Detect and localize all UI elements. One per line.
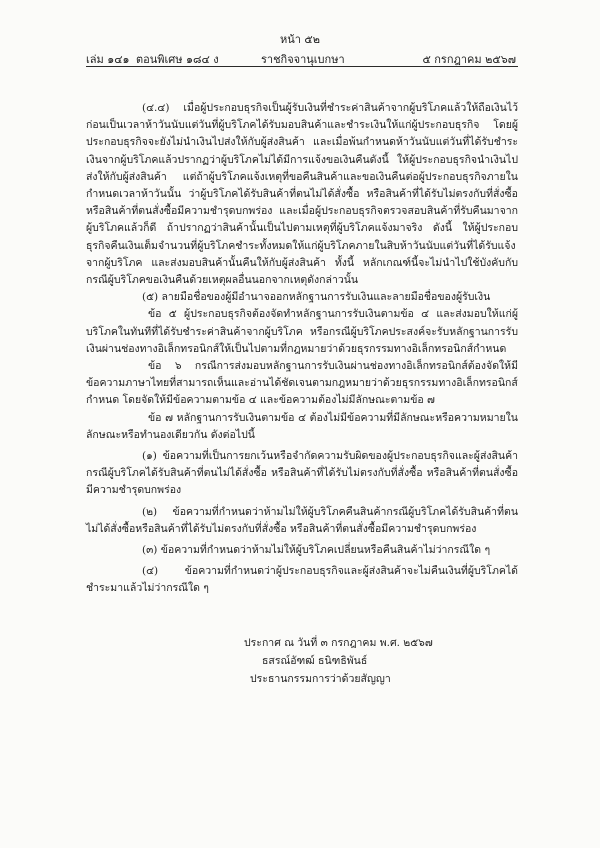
- clause-7-item-3: (๓) ข้อความที่กำหนดว่าห้ามไม่ให้ผู้บริโภคเปลี่ยนหรือคืนสินค้าไม่ว่ากรณีใด ๆ: [142, 544, 491, 557]
- gazette-name: ราชกิจจานุเบกษา: [261, 53, 345, 66]
- clause-6: ข้อ ๖ กรณีการส่งมอบหลักฐานการรับเงินผ่านช่องทางอิเล็กทรอนิกส์ต้องจัดให้มีข้อความภาษาไทยที่สามารถเห็นและอ่านได้ชัดเจนตามกฎหมายว่าด้วยธุรกรรมทางอิเล็กทรอนิกส์กำหนด โดยจัดให้มีข้อความตามข้อ ๔ และข้อความต้องไม่มีลักษณะตามข้อ ๗: [86, 360, 518, 407]
- publish-date: ๕ กรกฎาคม ๒๕๖๗: [422, 53, 516, 66]
- announcement-date: ประกาศ ณ วันที่ ๓ กรกฎาคม พ.ศ. ๒๕๖๗: [244, 637, 433, 649]
- clause-7-item-2: (๒) ข้อความที่กำหนดว่าห้ามไม่ให้ผู้บริโภคคืนสินค้ากรณีผู้บริโภคได้รับสินค้าที่ตนไม่ได้สั่งซื้อหรือสินค้าที่ได้รับไม่ตรงกับที่สั่งซื้อ หรือสินค้าที่ตนสั่งซื้อมีความชำรุดบกพร่อง: [86, 505, 518, 535]
- header-divider: [86, 66, 518, 67]
- paragraph-5: (๕) ลายมือชื่อของผู้มีอำนาจออกหลักฐานการรับเงินและลายมือชื่อของผู้รับเงิน: [142, 291, 491, 304]
- clause-7-item-1: (๑) ข้อความที่เป็นการยกเว้นหรือจำกัดความรับผิดของผู้ประกอบธุรกิจและผู้ส่งสินค้ากรณีผู้บริโภคได้รับสินค้าที่ตนไม่ได้สั่งซื้อ หรือสินค้าที่ได้รับไม่ตรงกับที่สั่งซื้อ หรือสินค้าที่ตนสั่งซื้อมีความชำรุดบกพร่อง: [86, 450, 518, 497]
- signature-block: [244, 634, 433, 688]
- signatory-name: ธสรณ์อัฑฒ์ ธนิฑธิพันธ์: [262, 655, 368, 667]
- clause-7-item-4: (๔) ข้อความที่กำหนดว่าผู้ประกอบธุรกิจและผู้ส่งสินค้าจะไม่คืนเงินที่ผู้บริโภคได้ชำระมาแล้วไม่ว่ากรณีใด ๆ: [86, 565, 518, 595]
- clause-7: ข้อ ๗ หลักฐานการรับเงินตามข้อ ๔ ต้องไม่มีข้อความที่มีลักษณะหรือความหมายในลักษณะหรือทำนองเดียวกัน ดังต่อไปนี้: [86, 411, 518, 441]
- clause-5: ข้อ ๕ ผู้ประกอบธุรกิจต้องจัดทำหลักฐานการรับเงินตามข้อ ๔ และส่งมอบให้แก่ผู้บริโภคในทันทีที่ได้รับชำระค่าสินค้าจากผู้บริโภค หรือกรณีผู้บริโภคประสงค์จะรับหลักฐานการรับเงินผ่านช่องทางอิเล็กทรอนิกส์ให้เป็นไปตามที่กฎหมายว่าด้วยธุรกรรมทางอิเล็กทรอนิกส์กำหนด: [86, 308, 518, 355]
- paragraph-4-4: (๔.๔) เมื่อผู้ประกอบธุรกิจเป็นผู้รับเงินที่ชำระค่าสินค้าจากผู้บริโภคแล้วให้ถือเงินไว้ก่อนเป็นเวลาห้าวันนับแต่วันที่ผู้บริโภคได้รับมอบสินค้าและชำระเงินให้แก่ผู้ประกอบธุรกิจ โดยผู้ประกอบธุรกิจจะยังไม่นำเงินไปส่งให้กับผู้ส่งสินค้า และเมื่อพ้นกำหนดห้าวันนับแต่วันที่ได้รับชำระเงินจากผู้บริโภคแล้วปรากฏว่าผู้บริโภคไม่ได้มีการแจ้งขอเงินคืนดังนี้ ให้ผู้ประกอบธุรกิจนำเงินไปส่งให้กับผู้ส่งสินค้า แต่ถ้าผู้บริโภคแจ้งเหตุที่ขอคืนสินค้าและขอเงินคืนต่อผู้ประกอบธุรกิจภายในกำหนดเวลาห้าวันนั้น ว่าผู้บริโภคได้รับสินค้าที่ตนไม่ได้สั่งซื้อ หรือสินค้าที่ได้รับไม่ตรงกับที่สั่งซื้อ หรือสินค้าที่ตนสั่งซื้อมีความชำรุดบกพร่อง และเมื่อผู้ประกอบธุรกิจตรวจสอบสินค้าที่รับคืนมาจากผู้บริโภคแล้วก็ดี ถ้าปรากฏว่าสินค้านั้นเป็นไปตามเหตุที่ผู้บริโภคแจ้งมาจริง ดังนี้ ให้ผู้ประกอบธุรกิจคืนเงินเต็มจำนวนที่ผู้บริโภคชำระทั้งหมดให้แก่ผู้บริโภคภายในสิบห้าวันนับแต่วันที่ได้รับแจ้งจากผู้บริโภค และส่งมอบสินค้านั้นคืนให้กับผู้ส่งสินค้า ทั้งนี้ หลักเกณฑ์นี้จะไม่นำไปใช้บังคับกับกรณีผู้บริโภคขอเงินคืนด้วยเหตุผลอื่นนอกจากเหตุดังกล่าวนั้น: [86, 102, 518, 287]
- section-label: ตอนพิเศษ ๑๘๔ ง: [136, 53, 219, 66]
- page-number: หน้า ๕๒: [279, 33, 321, 46]
- document-body: [86, 100, 518, 598]
- signatory-position: ประธานกรรมการว่าด้วยสัญญา: [250, 673, 391, 685]
- volume-label: เล่ม ๑๔๑: [86, 53, 130, 66]
